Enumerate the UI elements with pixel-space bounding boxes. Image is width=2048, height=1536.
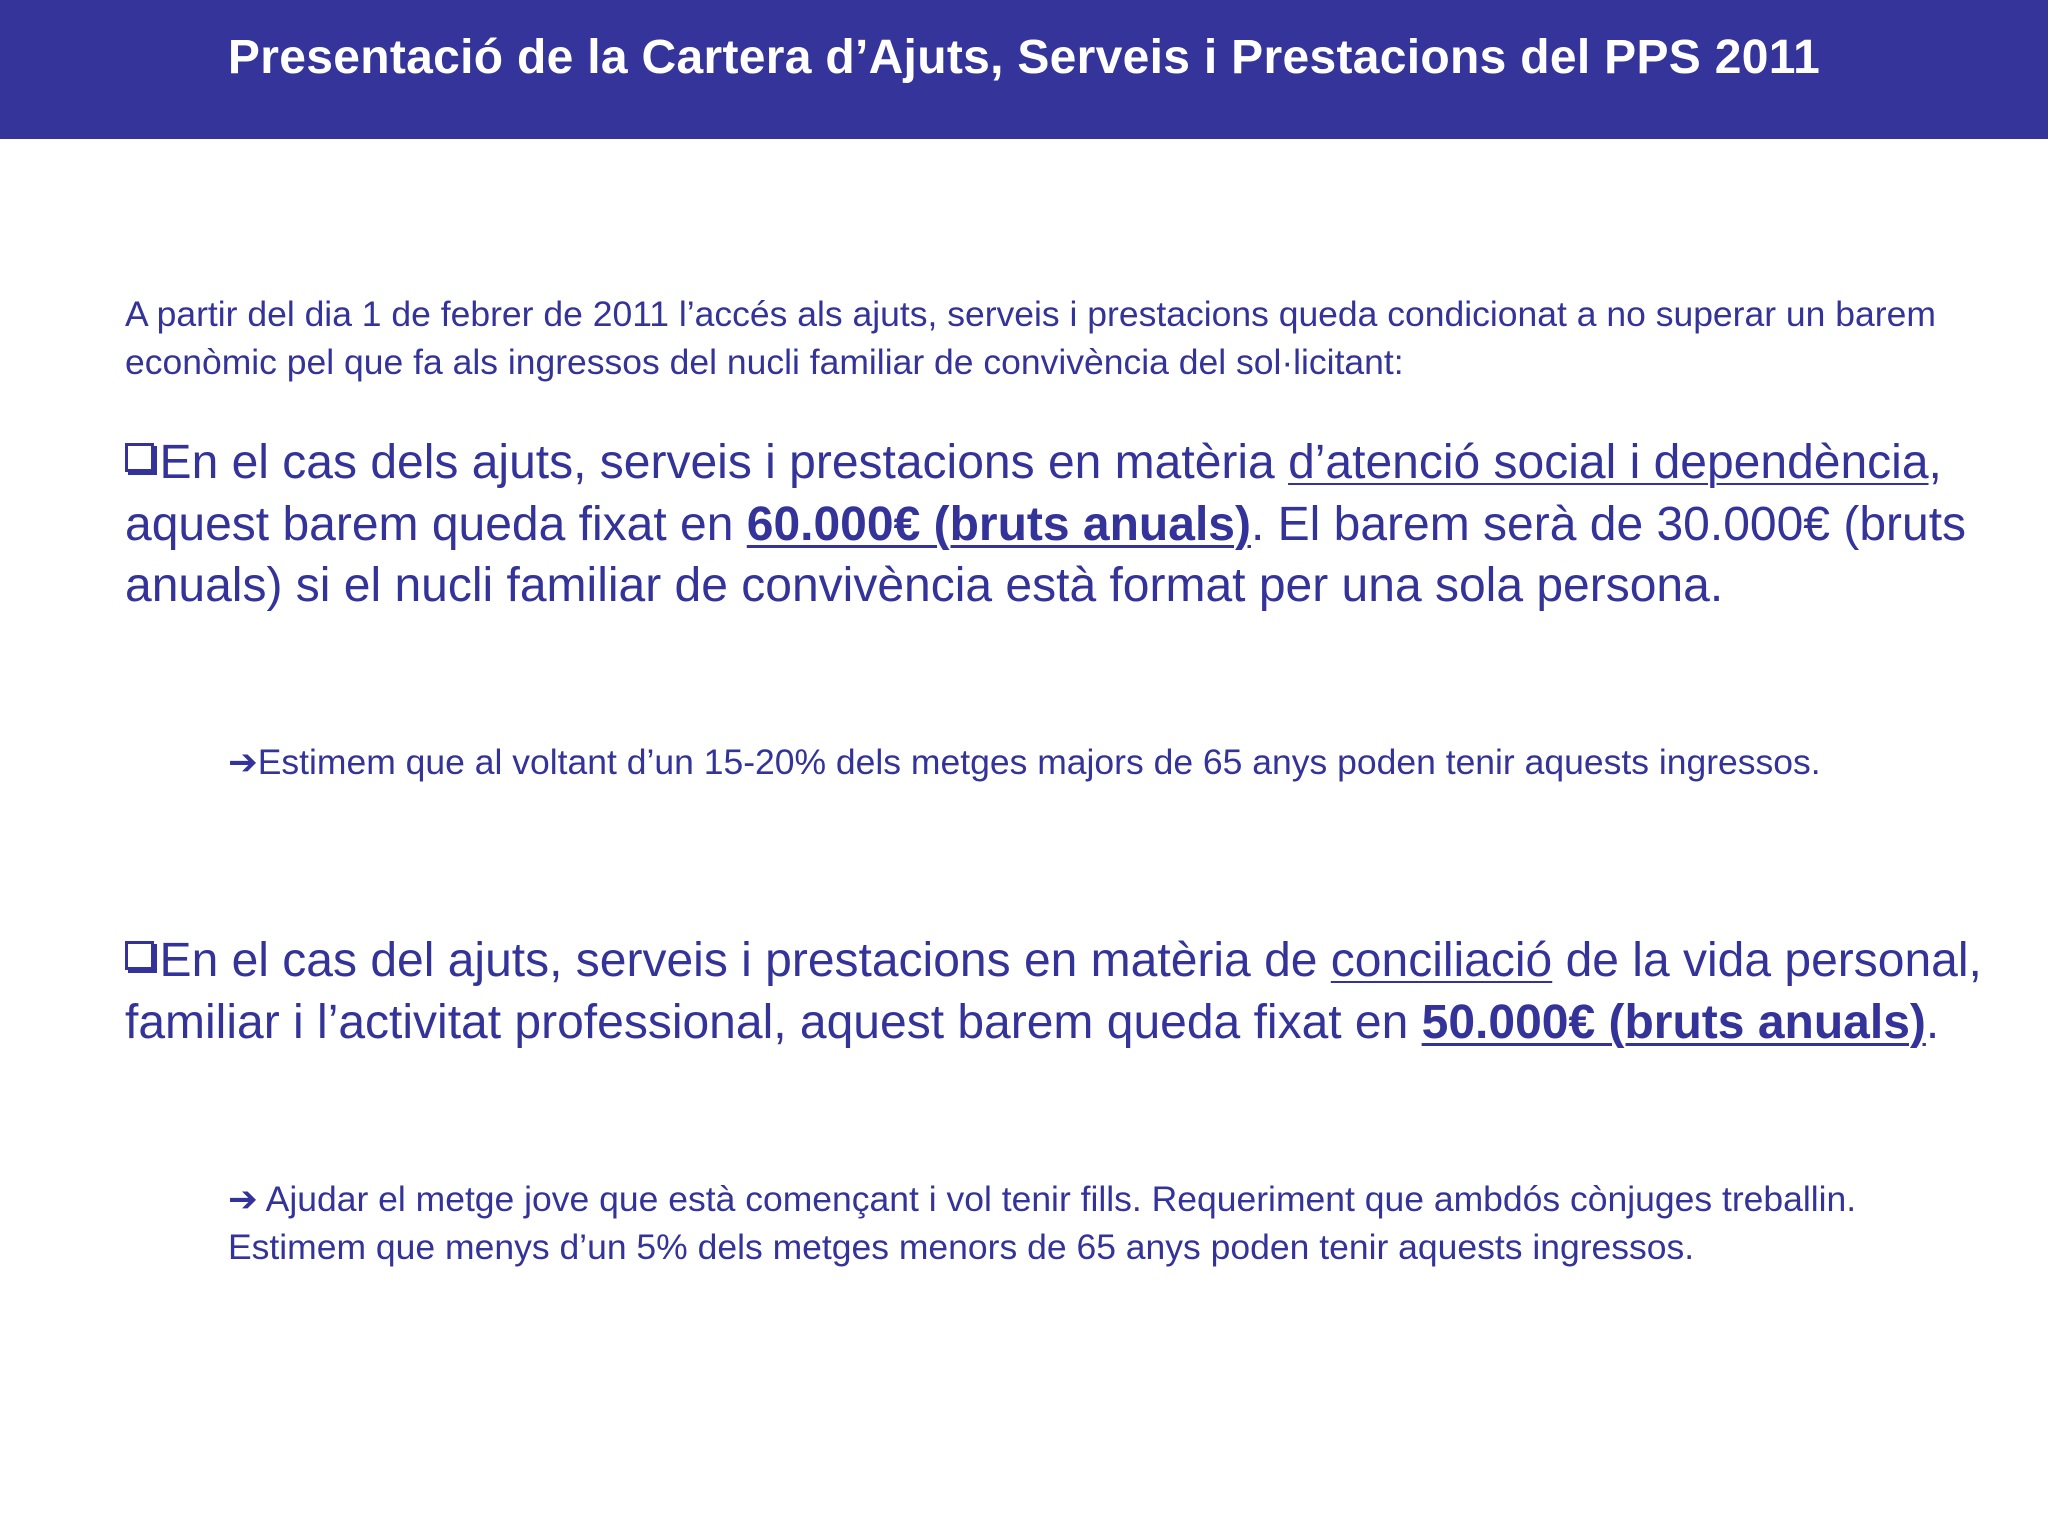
- bullet1-text-a: En el cas dels ajuts, serveis i prestacions en matèria: [159, 436, 1289, 489]
- note-estimate-over-65: [228, 738, 1928, 786]
- intro-paragraph: A partir del dia 1 de febrer de 2011 l’accés als ajuts, serveis i prestacions queda condicionat a no superar un barem econòmic pel que fa als ingressos del nucli familiar de convivència del sol·licitant:: [125, 294, 1936, 382]
- checkbox-bullet-icon: [125, 941, 154, 970]
- bullet2-text-b: de la vida personal, familiar i l’activitat professional, aquest barem queda fixat en: [125, 934, 1982, 1049]
- arrow-right-icon: ➔: [228, 742, 258, 782]
- bullet1-underlined-topic: d’atenció social i dependència: [1288, 436, 1929, 489]
- title-bar: [0, 0, 2048, 139]
- note2-text: Ajudar el metge jove que està començant i vol tenir fills. Requeriment que ambdós cònjuges treballin. Estimem que menys d’un 5% dels metges menors de 65 anys poden tenir aquests ingressos.: [228, 1179, 1857, 1267]
- bullet2-text-a: En el cas del ajuts, serveis i prestacions en matèria de: [159, 934, 1331, 987]
- bullet2-text-c: .: [1925, 995, 1940, 1049]
- bullet1-text-b: , aquest barem queda fixat en: [125, 436, 1942, 551]
- bullet-conciliation: [125, 930, 1985, 1053]
- checkbox-bullet-icon: [125, 443, 154, 472]
- note-young-doctor: [228, 1175, 1928, 1271]
- bullet2-amount: 50.000€ (bruts anuals): [1421, 995, 1926, 1049]
- bullet1-amount: 60.000€ (bruts anuals): [746, 497, 1251, 551]
- note1-text: Estimem que al voltant d’un 15-20% dels metges majors de 65 anys poden tenir aquests ingressos.: [257, 742, 1821, 782]
- bullet2-underlined-topic: conciliació: [1330, 934, 1553, 987]
- arrow-right-icon: ➔: [228, 1179, 258, 1219]
- slide-title: Presentació de la Cartera d’Ajuts, Serveis i Prestacions del PPS 2011: [227, 31, 1821, 84]
- bullet1-text-c: . El barem serà de 30.000€ (bruts anuals) si el nucli familiar de convivència està format per una sola persona.: [125, 497, 1967, 612]
- bullet-social-care: [125, 432, 1985, 617]
